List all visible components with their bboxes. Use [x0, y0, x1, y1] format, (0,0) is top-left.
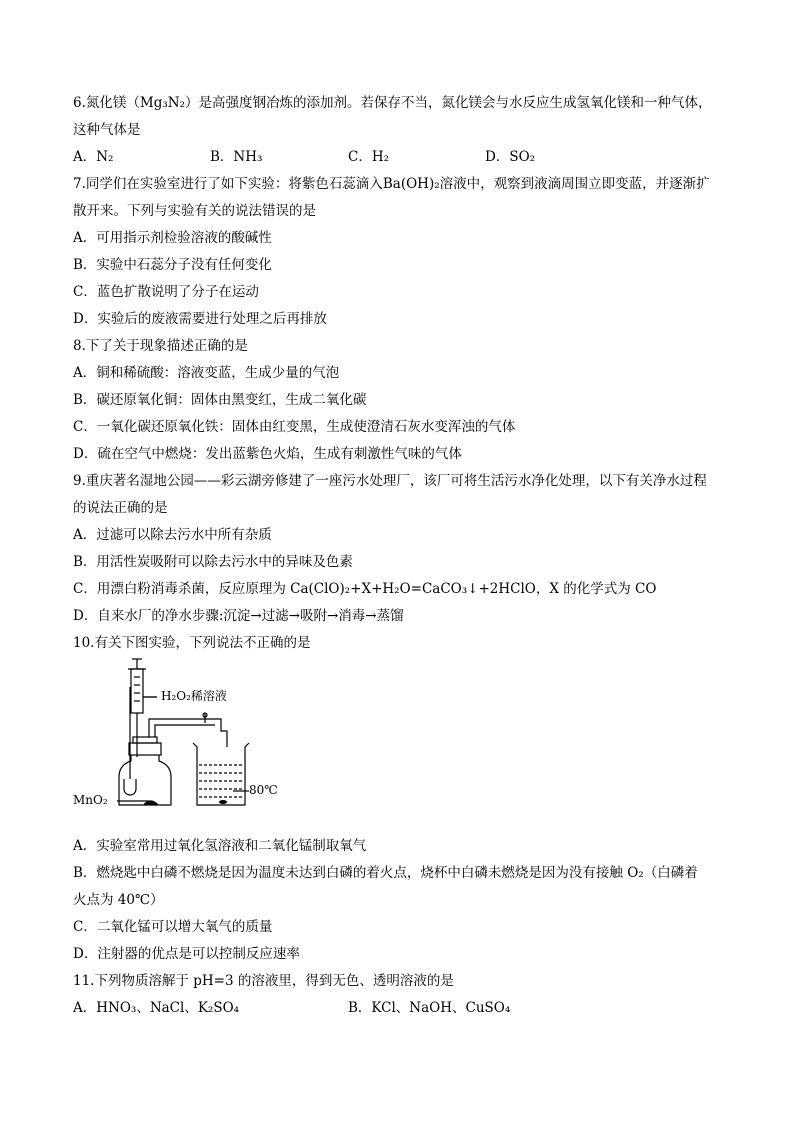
- apparatus-diagram: [73, 657, 313, 833]
- q10-stem: 10.有关下图实验，下列说法不正确的是: [73, 635, 311, 651]
- flask-drawing: [119, 737, 171, 805]
- syringe-drawing: [128, 659, 157, 757]
- q6-stem-line1: 6.氮化镁（Mg₃N₂）是高强度钢冶炼的添加剂。若保存不当，氮化镁会与水反应生成氢氧化镁和一种气体，: [73, 95, 712, 111]
- q11-option-a: A．HNO₃、NaCl、K₂SO₄: [73, 1000, 240, 1016]
- q10-option-c: C．二氧化锰可以增大氧气的质量: [73, 919, 273, 935]
- q10-option-b-line1: B．燃烧匙中白磷不燃烧是因为温度未达到白磷的着火点，烧杯中白磷未燃烧是因为没有接触 O₂（白磷着: [73, 865, 698, 881]
- q7-option-b: B．实验中石蕊分子没有任何变化: [73, 257, 272, 273]
- q8-option-b: B．碳还原氧化铜：固体由黑变红，生成二氧化碳: [73, 392, 367, 408]
- q10-option-a: A．实验室常用过氧化氢溶液和二氧化锰制取氧气: [73, 838, 367, 854]
- q9-stem-line2: 的说法正确的是: [73, 500, 168, 516]
- q9-option-a: A．过滤可以除去污水中所有杂质: [73, 527, 272, 543]
- exam-page: [73, 90, 733, 1022]
- q10-apparatus-figure: [73, 657, 733, 833]
- label-mno2: MnO₂: [73, 793, 108, 807]
- q11-options: [73, 995, 733, 1022]
- q7-option-d: D．实验后的废液需要进行处理之后再排放: [73, 311, 327, 327]
- q7-option-a: A．可用指示剂检验溶液的酸碱性: [73, 230, 272, 246]
- q8-option-d: D．硫在空气中燃烧：发出蓝紫色火焰，生成有刺激性气味的气体: [73, 446, 462, 462]
- q6-stem-line2: 这种气体是: [73, 122, 141, 138]
- q11-stem: 11.下列物质溶解于 pH=3 的溶液里，得到无色、透明溶液的是: [73, 973, 454, 989]
- q11-option-b: B．KCl、NaOH、CuSO₄: [348, 1000, 511, 1016]
- q9-option-b: B．用活性炭吸附可以除去污水中的异味及色素: [73, 554, 353, 570]
- q6-option-c: C．H₂: [348, 149, 390, 165]
- label-h2o2: H₂O₂稀溶液: [161, 689, 227, 703]
- q7-option-c: C．蓝色扩散说明了分子在运动: [73, 284, 259, 300]
- q7-stem-line2: 散开来。下列与实验有关的说法错误的是: [73, 203, 316, 219]
- q6-option-b: B．NH₃: [210, 149, 263, 165]
- q6-option-a: A．N₂: [73, 149, 114, 165]
- q7-stem-line1: 7.同学们在实验室进行了如下实验：将紫色石蕊滴入Ba(OH)₂溶液中，观察到液滴周围立即变蓝，并逐渐扩: [73, 176, 710, 192]
- q8-option-c: C．一氧化碳还原氧化铁：固体由红变黑，生成使澄清石灰水变浑浊的气体: [73, 419, 516, 435]
- q6-options: [73, 144, 733, 171]
- q6-option-d: D．SO₂: [485, 149, 536, 165]
- combustion-spoon: [124, 779, 136, 795]
- q10-option-b-line2: 火点为 40℃）: [73, 892, 164, 908]
- q8-option-a: A．铜和稀硫酸：溶液变蓝，生成少量的气泡: [73, 365, 340, 381]
- q10-option-d: D．注射器的优点是可以控制反应速率: [73, 946, 300, 962]
- label-temperature: 80℃: [249, 783, 278, 797]
- q9-option-d: D．自来水厂的净水步骤:沉淀→过滤→吸附→消毒→蒸馏: [73, 608, 404, 624]
- phosphorus-beaker: [219, 800, 227, 804]
- q9-option-c: C．用漂白粉消毒杀菌，反应原理为 Ca(ClO)₂+X+H₂O=CaCO₃↓+2HClO，X 的化学式为 CO: [73, 581, 657, 597]
- beaker-drawing: [193, 743, 249, 805]
- q8-stem: 8.下了关于现象描述正确的是: [73, 338, 248, 354]
- q9-stem-line1: 9.重庆著名湿地公园——彩云湖旁修建了一座污水处理厂，该厂可将生活污水净化处理，以下有关净水过程: [73, 473, 707, 489]
